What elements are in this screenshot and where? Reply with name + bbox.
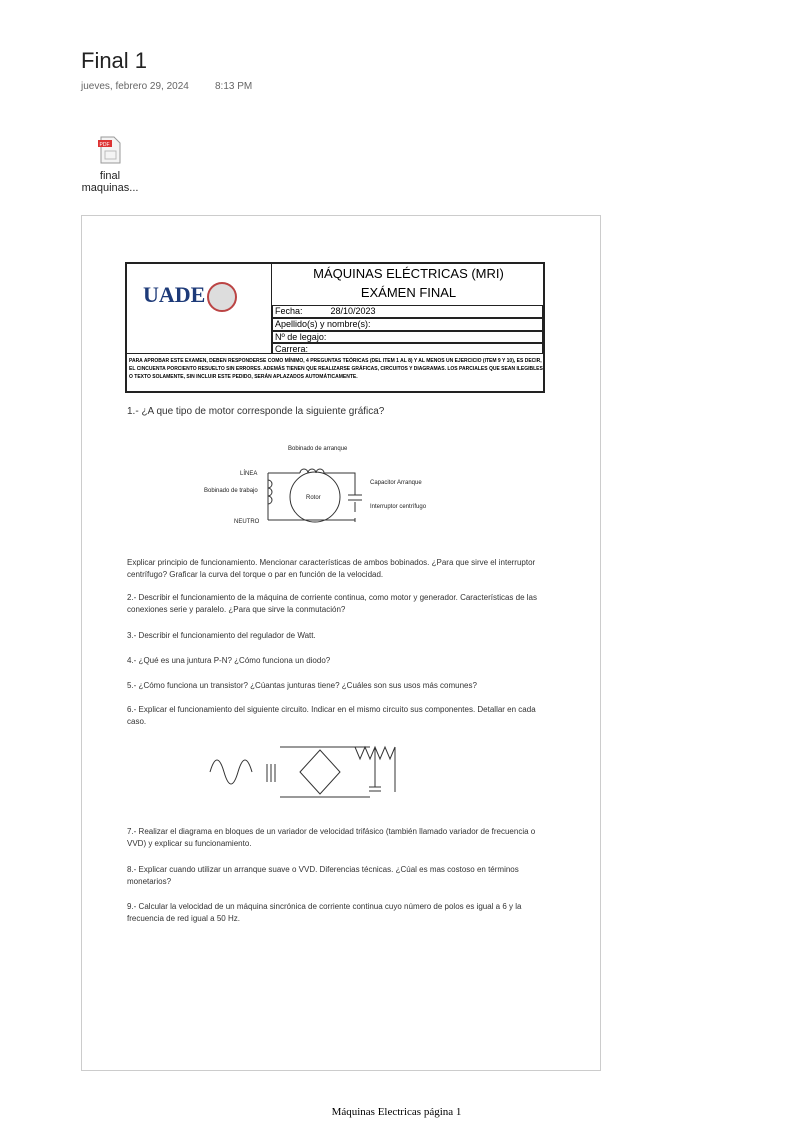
question-4: 4.- ¿Qué es una juntura P-N? ¿Cómo funciona un diodo? [127, 656, 331, 665]
label-neutro: NEUTRO [234, 519, 260, 525]
exam-subtitle: EXÁMEN FINAL [360, 285, 457, 300]
question-7: 7.- Realizar el diagrama en bloques de un variador de velocidad trifásico (también llamado variador de frecuencia o VVD) y explicar su funcionamiento. [127, 827, 536, 848]
label-rotor: Rotor [306, 495, 321, 501]
pdf-attachment[interactable] [78, 136, 142, 194]
pdf-file-icon [97, 136, 123, 164]
attachment-label: final maquinas... [81, 170, 139, 194]
label-trabajo: Bobinado de trabajo [204, 488, 258, 494]
uade-logo: UADE [143, 282, 206, 307]
carrera-field: Carrera: [272, 343, 543, 354]
question-1-detail: Explicar principio de funcionamiento. Mencionar características de ambos bobinados. ¿Para que sirve el interruptor centrífugo? Graficar la curva del torque o par en función de la velocidad. [127, 558, 536, 579]
question-3: 3.- Describir el funcionamiento del regulador de Watt. [127, 631, 316, 640]
exam-notice: PARA APROBAR ESTE EXAMEN, DEBEN RESPONDERSE COMO MÍNIMO, 4 PREGUNTAS TEÓRICAS (DEL ITEM 1 AL 8) Y AL MENOS UN EJERCICIO (ITEM 9 Y 10), ES DECIR, EL CINCUENTA PORCIENTO RESUELTO SIN ERRORES. ADEMÁS TIENEN QUE REALIZARSE GRÁFICAS, CIRCUITOS Y DIAGRAMAS. LOS PARCIALES QUE SEAN ILEGIBLES O TEXTO SOLAMENTE, SIN INCLUIR ESTE PEDIDO, SERÁN APLAZADOS AUTOMÁTICAMENTE. [127, 353, 543, 391]
apellido-field: Apellido(s) y nombre(s): [272, 318, 543, 331]
question-8: 8.- Explicar cuando utilizar un arranque suave o VVD. Diferencias técnicas. ¿Cúal es mas costoso en términos monetarios? [127, 865, 519, 886]
label-capacitor: Capacitor Arranque [370, 480, 422, 486]
capacitor-motor-diagram [200, 440, 480, 530]
label-linea: LÍNEA [240, 471, 258, 477]
exam-header-table [125, 262, 545, 393]
uade-seal-icon [207, 282, 237, 312]
question-5: 5.- ¿Cómo funciona un transistor? ¿Cúantas junturas tiene? ¿Cuáles son sus usos más comunes? [127, 681, 477, 690]
note-time: 8:13 PM [215, 81, 253, 92]
label-arranque: Bobinado de arranque [288, 446, 348, 452]
note-date: jueves, febrero 29, 2024 [81, 81, 189, 92]
label-interruptor: Interruptor centrífugo [370, 504, 427, 510]
fecha-value: 28/10/2023 [330, 306, 376, 316]
fecha-label: Fecha: [275, 306, 303, 316]
question-6: 6.- Explicar el funcionamiento del siguiente circuito. Indicar en el mismo circuito sus componentes. Detallar en cada caso. [127, 705, 536, 726]
question-9: 9.- Calcular la velocidad de un máquina sincrónica de corriente continua cuyo número de polos es igual a 6 y la frecuencia de red igual a 50 Hz. [127, 902, 522, 923]
exam-title: MÁQUINAS ELÉCTRICAS (MRI) [313, 266, 504, 281]
question-2: 2.- Describir el funcionamiento de la máquina de corriente continua, como motor y generador. Características de las conexiones serie y paralelo. ¿Para que sirve la conmutación? [127, 593, 537, 614]
question-1: 1.- ¿A que tipo de motor corresponde la siguiente gráfica? [127, 406, 385, 417]
note-title[interactable]: Final 1 [81, 48, 148, 73]
svg-text:PDF: PDF [99, 142, 110, 148]
rectifier-circuit-diagram [205, 742, 420, 812]
page-footer: Máquinas Electricas página 1 [331, 1106, 462, 1118]
legajo-field: Nº de legajo: [272, 331, 543, 343]
